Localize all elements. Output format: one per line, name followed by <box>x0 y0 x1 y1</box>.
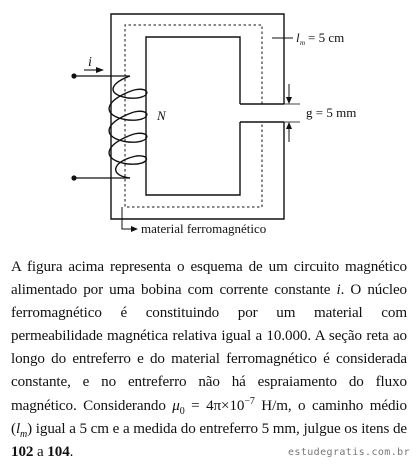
watermark: estudegratis.com.br <box>288 447 410 458</box>
mu-unit: H/m, o caminho médio ( <box>11 397 407 437</box>
lm-subscript: m <box>20 428 28 440</box>
item-conjunction: a <box>33 443 48 460</box>
core-outer-outline <box>111 14 284 219</box>
mean-path-symbol-sub: m <box>300 39 306 47</box>
mu-subscript: 0 <box>179 405 185 417</box>
mean-path-symbol: l <box>296 30 300 45</box>
mu-exponent: −7 <box>244 395 255 407</box>
item-start: 102 <box>11 443 34 460</box>
mu-value: = 4π×10 <box>184 397 245 414</box>
gap-label: g = 5 mm <box>306 105 357 120</box>
current-variable: i <box>336 282 341 299</box>
turns-label: N <box>157 108 166 123</box>
material-label: material ferromagnético <box>141 221 267 236</box>
gap-arrow-up-icon <box>286 122 292 129</box>
lm-symbol: l <box>15 420 21 437</box>
question-end: . <box>69 443 74 460</box>
mean-path-label: = 5 cm <box>308 30 345 45</box>
mu-symbol: μ <box>172 397 180 414</box>
item-end: 104 <box>47 443 70 460</box>
gap-arrow-down-icon <box>286 97 292 104</box>
question-text <box>11 256 407 464</box>
material-arrow-icon <box>131 226 138 232</box>
material-pointer <box>122 207 131 229</box>
question-part-1: A figura acima representa o esquema de um circuito magnético alimentado por uma bobina com corrente constante <box>11 259 407 299</box>
question-part-3: ) igual a 5 cm e a medida do entreferro 5 mm, julgue os itens de <box>27 420 407 437</box>
coil-windings <box>109 76 147 178</box>
current-label: i <box>88 55 92 70</box>
question-part-2: . O núcleo ferromagnético é constituindo por um material com permeabilidade magnética relativa igual a 10.000. A seção reta ao longo do entreferro e do material ferromagnético é considerada constante, e no entreferro não há espraiamento do fluxo magnético. Considerando <box>11 282 407 414</box>
